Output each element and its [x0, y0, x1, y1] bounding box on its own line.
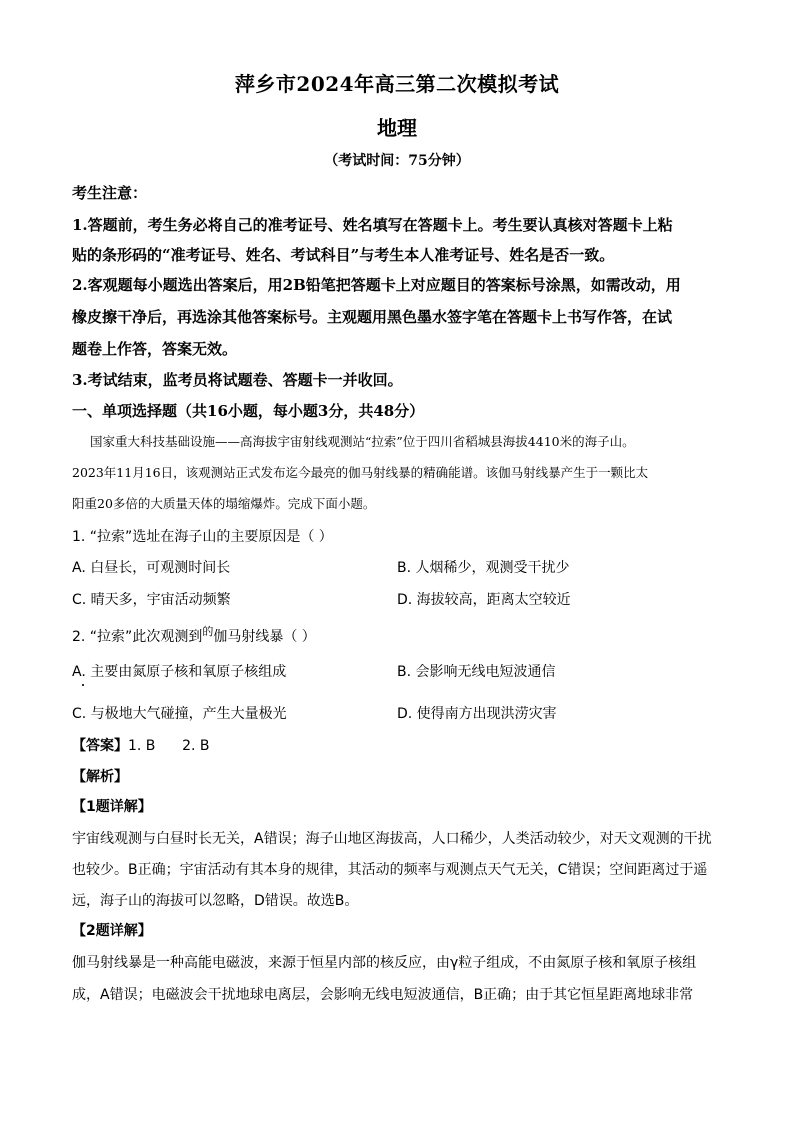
stray-mark — [82, 684, 84, 686]
question-2-stem — [72, 626, 316, 646]
detail-1-line: 宇宙线观测与白昼时长无关，A错误；海子山地区海拔高，人口稀少，人类活动较少，对天文观测的干扰 — [72, 831, 712, 847]
detail-2-line: 伽马射线暴是一种高能电磁波，来源于恒星内部的核反应，由γ粒子组成，不由氮原子核和氧原子核组 — [72, 955, 697, 971]
passage-line: 阳重20多倍的大质量天体的塌缩爆炸。完成下面小题。 — [72, 496, 376, 511]
question-2-stem-superscript: 的 — [202, 625, 214, 638]
question-2-option-d: D. 使得南方出现洪涝灾害 — [397, 706, 557, 722]
question-2-option-b: B. 会影响无线电短波通信 — [397, 664, 556, 680]
notice-heading: 考生注意： — [72, 184, 148, 202]
question-1-option-d: D. 海拔较高，距离太空较近 — [397, 592, 571, 608]
question-1-option-b: B. 人烟稀少，观测受干扰少 — [397, 560, 570, 576]
question-2-option-a: A. 主要由氮原子核和氧原子核组成 — [72, 664, 287, 680]
subject-title: 地理 — [377, 116, 417, 140]
question-2-option-c: C. 与极地大气碰撞，产生大量极光 — [72, 706, 287, 722]
answer-line — [72, 735, 210, 755]
detail-1-line: 远，海子山的海拔可以忽略，D错误。故选B。 — [72, 893, 359, 909]
question-2-stem-part: 2. “拉索”此次观测到 — [72, 629, 203, 645]
section-heading: 一、单项选择题（共16小题，每小题3分，共48分） — [72, 402, 425, 420]
passage-line: 2023年11月16日，该观测站正式发布迄今最亮的伽马射线暴的精确能谱。该伽马射线暴产生于一颗比太 — [72, 465, 649, 480]
exam-time: （考试时间：75分钟） — [324, 153, 470, 169]
detail-2-line: 成，A错误；电磁波会干扰地球电离层，会影响无线电短波通信，B正确；由于其它恒星距离地球非常 — [72, 987, 694, 1003]
notice-line: 1.答题前，考生务必将自己的准考证号、姓名填写在答题卡上。考生要认真核对答题卡上粘 — [72, 216, 673, 234]
question-1-option-c: C. 晴天多，宇宙活动频繁 — [72, 592, 231, 608]
notice-line: 橡皮擦干净后，再选涂其他答案标号。主观题用黑色墨水签字笔在答题卡上书写作答，在试 — [72, 308, 673, 326]
question-2-stem-part: 伽马射线暴（ ） — [213, 629, 316, 645]
question-1-option-a: A. 白昼长，可观测时间长 — [72, 560, 231, 576]
analysis-tag: 【解析】 — [72, 769, 128, 785]
notice-line: 题卷上作答，答案无效。 — [72, 340, 238, 358]
detail-1-tag: 【1题详解】 — [72, 799, 152, 815]
answer-text: 1. B 2. B — [128, 738, 210, 754]
notice-line: 2.客观题每小题选出答案后，用2B铅笔把答题卡上对应题目的答案标号涂黑，如需改动，用 — [72, 276, 681, 294]
detail-1-line: 也较少。B正确；宇宙活动有其本身的规律，其活动的频率与观测点天气无关，C错误；空间距离过于遥 — [72, 862, 708, 878]
notice-line: 贴的条形码的“准考证号、姓名、考试科目”与考生本人准考证号、姓名是否一致。 — [72, 246, 615, 264]
question-1-stem: 1. “拉索”选址在海子山的主要原因是（ ） — [72, 529, 333, 545]
answer-tag: 【答案】 — [72, 738, 128, 754]
notice-line: 3.考试结束，监考员将试题卷、答题卡一并收回。 — [72, 371, 403, 389]
passage-line: 国家重大科技基础设施——高海拔宇宙射线观测站“拉索”位于四川省稻城县海拔4410米的海子山。 — [90, 434, 635, 449]
detail-2-tag: 【2题详解】 — [72, 923, 152, 939]
exam-title: 萍乡市2024年高三第二次模拟考试 — [234, 72, 560, 96]
